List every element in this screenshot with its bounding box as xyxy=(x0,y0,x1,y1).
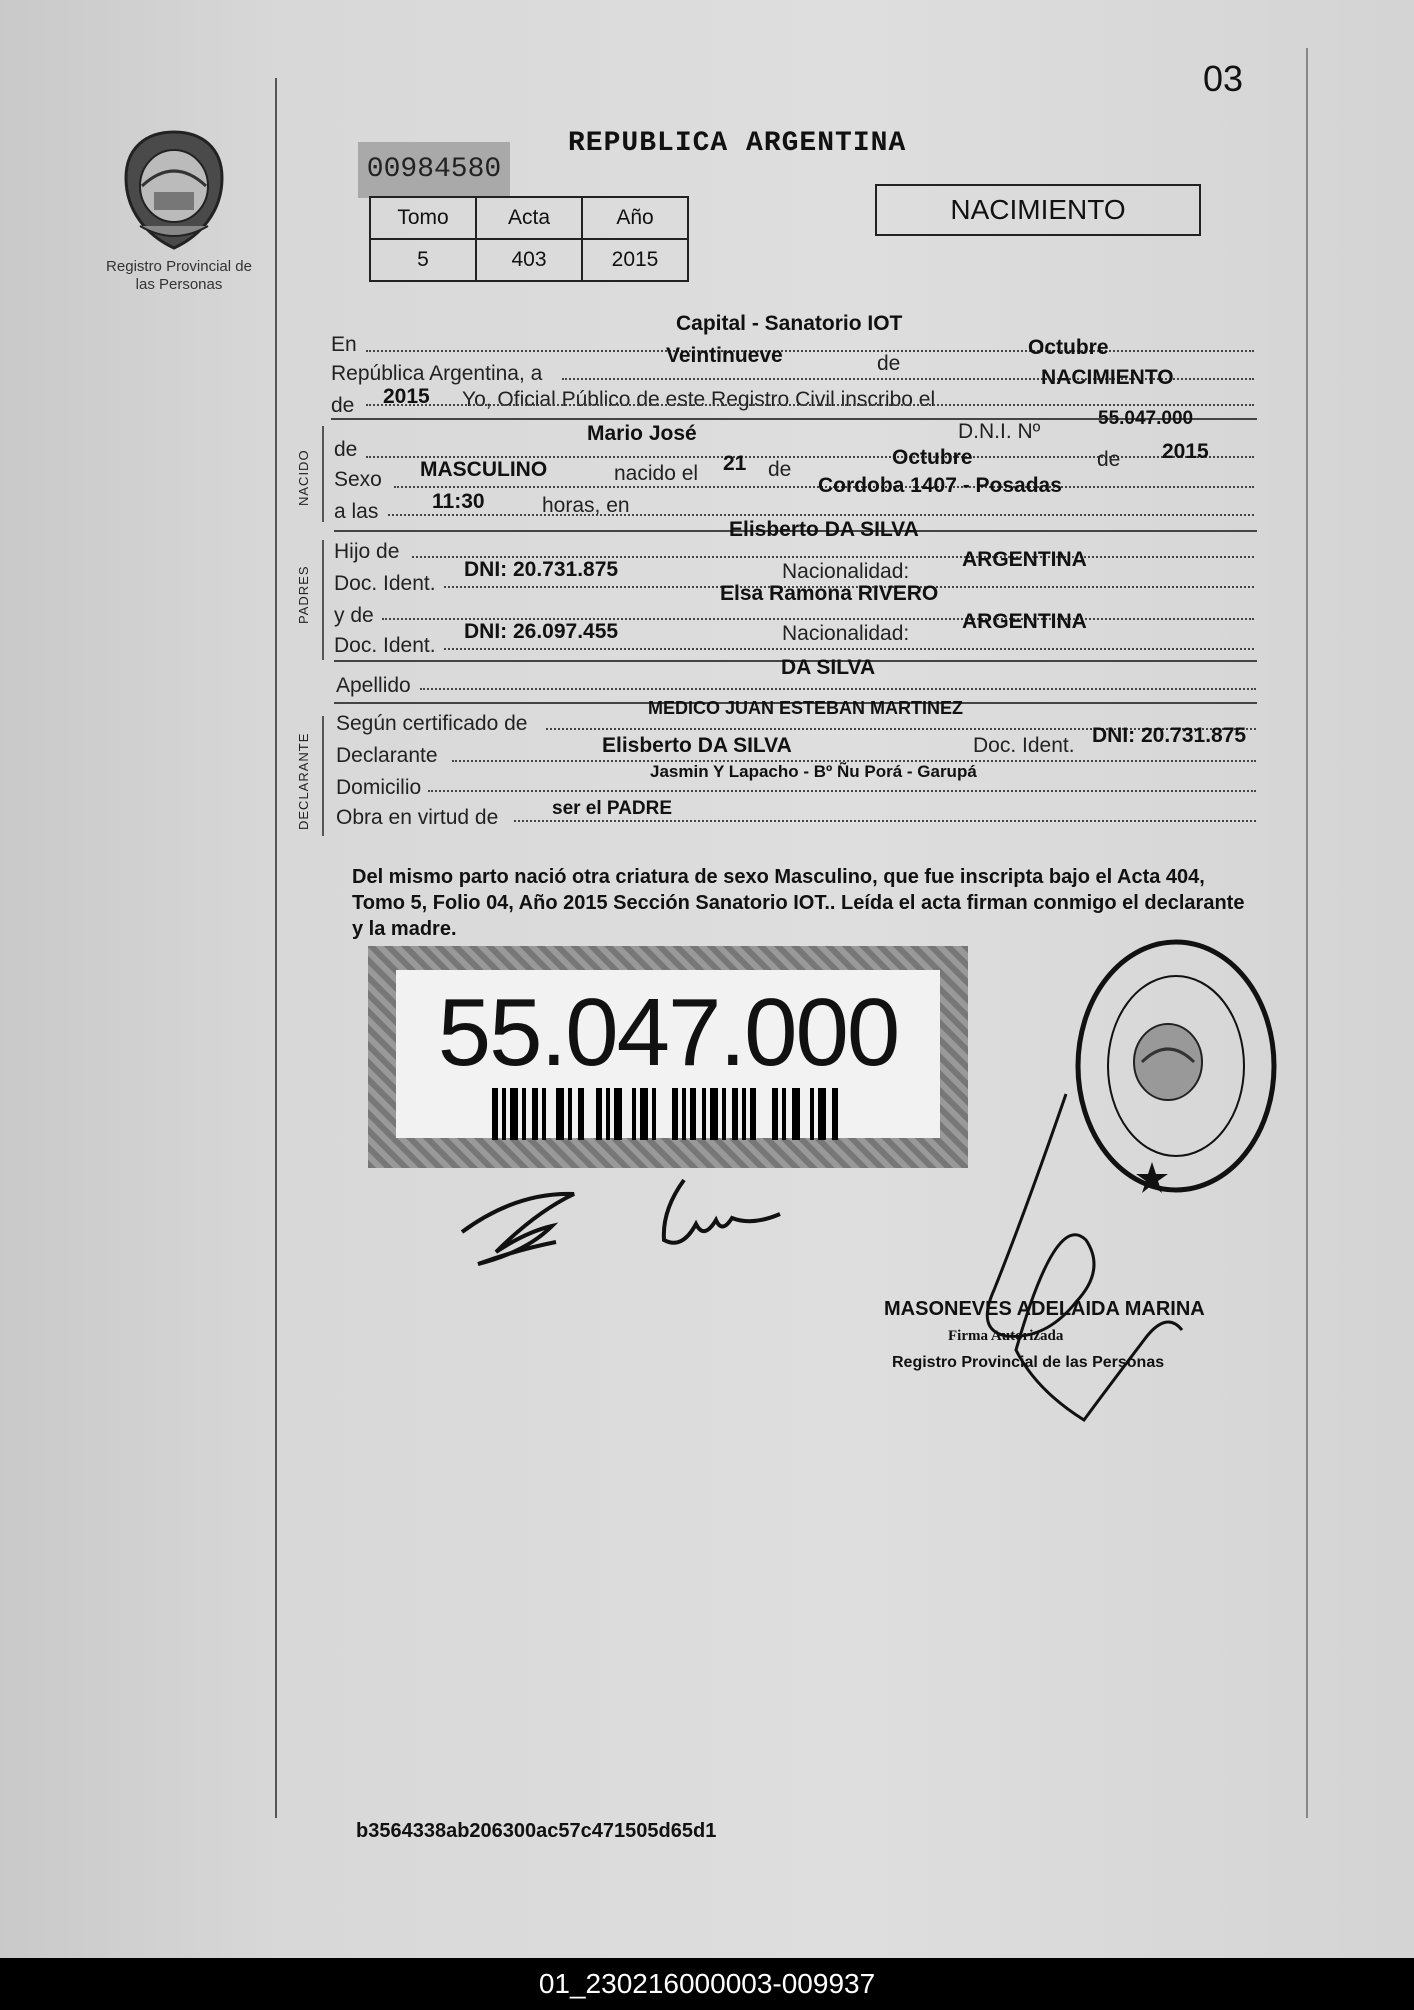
value-padre-doc: DNI: 20.731.875 xyxy=(464,558,619,581)
value-lugar: Capital - Sanatorio IOT xyxy=(676,312,903,335)
provincia-de-misiones-seal-icon xyxy=(118,126,230,252)
observations-paragraph: Del mismo parto nació otra criatura de sexo Masculino, que fue inscripta bajo el Acta 404, Tomo 5, Folio 04, Año 2015 Sección Sanatorio IOT.. Leída el acta firman conmigo el declarante y la madre. xyxy=(352,866,1245,940)
value-hora: 11:30 xyxy=(432,490,485,513)
dotted-line xyxy=(420,688,1256,690)
signatory-name: MASONEVES ADELAIDA MARINA xyxy=(884,1298,1205,1320)
value-padre-nac: ARGENTINA xyxy=(962,548,1087,571)
label-docident: Doc. Ident. xyxy=(334,572,436,595)
record-type-box: NACIMIENTO xyxy=(875,184,1201,236)
official-signature-icon xyxy=(956,1090,1186,1430)
value-obra: ser el PADRE xyxy=(552,798,673,819)
label-docident: Doc. Ident. xyxy=(973,734,1075,757)
record-value-tomo: 5 xyxy=(370,239,476,281)
right-margin-line xyxy=(1306,48,1308,1818)
declarant-signature-icon xyxy=(456,1172,586,1272)
value-dni: 55.047.000 xyxy=(1098,408,1194,429)
dotted-line xyxy=(428,790,1256,792)
left-margin-line xyxy=(275,78,277,1818)
value-declarante-doc: DNI: 20.731.875 xyxy=(1092,724,1247,747)
label-segun: Según certificado de xyxy=(336,712,528,735)
value-declarante: Elisberto DA SILVA xyxy=(602,734,792,757)
label-de: de xyxy=(768,458,792,481)
section-bracket xyxy=(322,426,324,522)
label-de: de xyxy=(331,394,355,417)
label-yo: Yo, Oficial Público de este Registro Civil inscribo el xyxy=(462,388,936,411)
value-nac-dia: 21 xyxy=(723,452,747,475)
value-sexo: MASCULINO xyxy=(420,458,548,481)
value-nac-mes: Octubre xyxy=(892,446,973,469)
label-obra: Obra en virtud de xyxy=(336,806,499,829)
value-madre-nac: ARGENTINA xyxy=(962,610,1087,633)
value-nombre: Mario José xyxy=(587,422,697,445)
value-madre-doc: DNI: 26.097.455 xyxy=(464,620,619,643)
label-republica: República Argentina, a xyxy=(331,362,543,385)
document-title: REPUBLICA ARGENTINA xyxy=(568,128,907,159)
dotted-line xyxy=(366,350,1254,352)
value-madre: Elsa Ramona RIVERO xyxy=(720,582,939,605)
record-value-anio: 2015 xyxy=(582,239,688,281)
label-domicilio: Domicilio xyxy=(336,776,422,799)
record-header-acta: Acta xyxy=(476,197,582,239)
mother-signature-icon xyxy=(652,1170,784,1260)
barcode-icon xyxy=(492,1088,852,1140)
value-mes: Octubre xyxy=(1028,336,1109,359)
signatory-role: Firma Autorizada xyxy=(948,1328,1064,1344)
side-label-nacido: NACIDO xyxy=(296,449,311,506)
dotted-line xyxy=(366,404,1254,406)
label-hijo: Hijo de xyxy=(334,540,400,563)
page-number: 03 xyxy=(1203,58,1244,99)
label-docident: Doc. Ident. xyxy=(334,634,436,657)
value-padre: Elisberto DA SILVA xyxy=(729,518,919,541)
side-label-padres: PADRES xyxy=(296,565,311,624)
record-header-anio: Año xyxy=(582,197,688,239)
dotted-line xyxy=(388,514,1254,516)
value-nac-anio: 2015 xyxy=(1162,440,1209,463)
label-en: En xyxy=(331,333,357,356)
value-anio: 2015 xyxy=(383,385,430,408)
dni-sticker-number: 55.047.000 xyxy=(437,979,899,1086)
dotted-line xyxy=(444,648,1254,650)
label-de: de xyxy=(877,352,901,375)
value-dia: Veintinueve xyxy=(666,344,783,367)
label-nacionalidad: Nacionalidad: xyxy=(782,560,910,583)
value-lugar-nac: Cordoba 1407 - Posadas xyxy=(818,474,1062,497)
section-bracket xyxy=(322,716,324,836)
section-bracket xyxy=(322,540,324,660)
label-horas: horas, en xyxy=(542,494,630,517)
label-declarante: Declarante xyxy=(336,744,438,767)
label-nacionalidad: Nacionalidad: xyxy=(782,622,910,645)
document-hash: b3564338ab206300ac57c471505d65d1 xyxy=(356,1820,717,1842)
label-apellido: Apellido xyxy=(336,674,411,697)
label-nacido: nacido el xyxy=(614,462,699,485)
record-table xyxy=(369,196,689,282)
record-value-acta: 403 xyxy=(476,239,582,281)
value-domicilio: Jasmin Y Lapacho - Bº Ñu Porá - Garupá xyxy=(650,762,977,781)
registry-label: Registro Provincial de las Personas xyxy=(106,258,252,293)
footer-filename: 01_230216000003-009937 xyxy=(0,1958,1414,2010)
side-label-declarante: DECLARANTE xyxy=(296,732,311,830)
value-acto: NACIMIENTO xyxy=(1041,366,1174,389)
value-certificado: MEDICO JUAN ESTEBAN MARTINEZ xyxy=(648,698,964,718)
label-de: de xyxy=(334,438,358,461)
label-dni: D.N.I. Nº xyxy=(958,420,1041,443)
dotted-line xyxy=(514,820,1256,822)
serial-stamp: 00984580 xyxy=(358,142,510,198)
value-apellido: DA SILVA xyxy=(781,656,876,679)
dni-sticker-label xyxy=(396,970,940,1138)
label-yde: y de xyxy=(334,604,374,627)
record-header-tomo: Tomo xyxy=(370,197,476,239)
label-sexo: Sexo xyxy=(334,468,382,491)
signatory-office: Registro Provincial de las Personas xyxy=(892,1354,1165,1371)
label-de: de xyxy=(1097,448,1121,471)
dni-sticker xyxy=(368,946,968,1168)
label-alas: a las xyxy=(334,500,379,523)
